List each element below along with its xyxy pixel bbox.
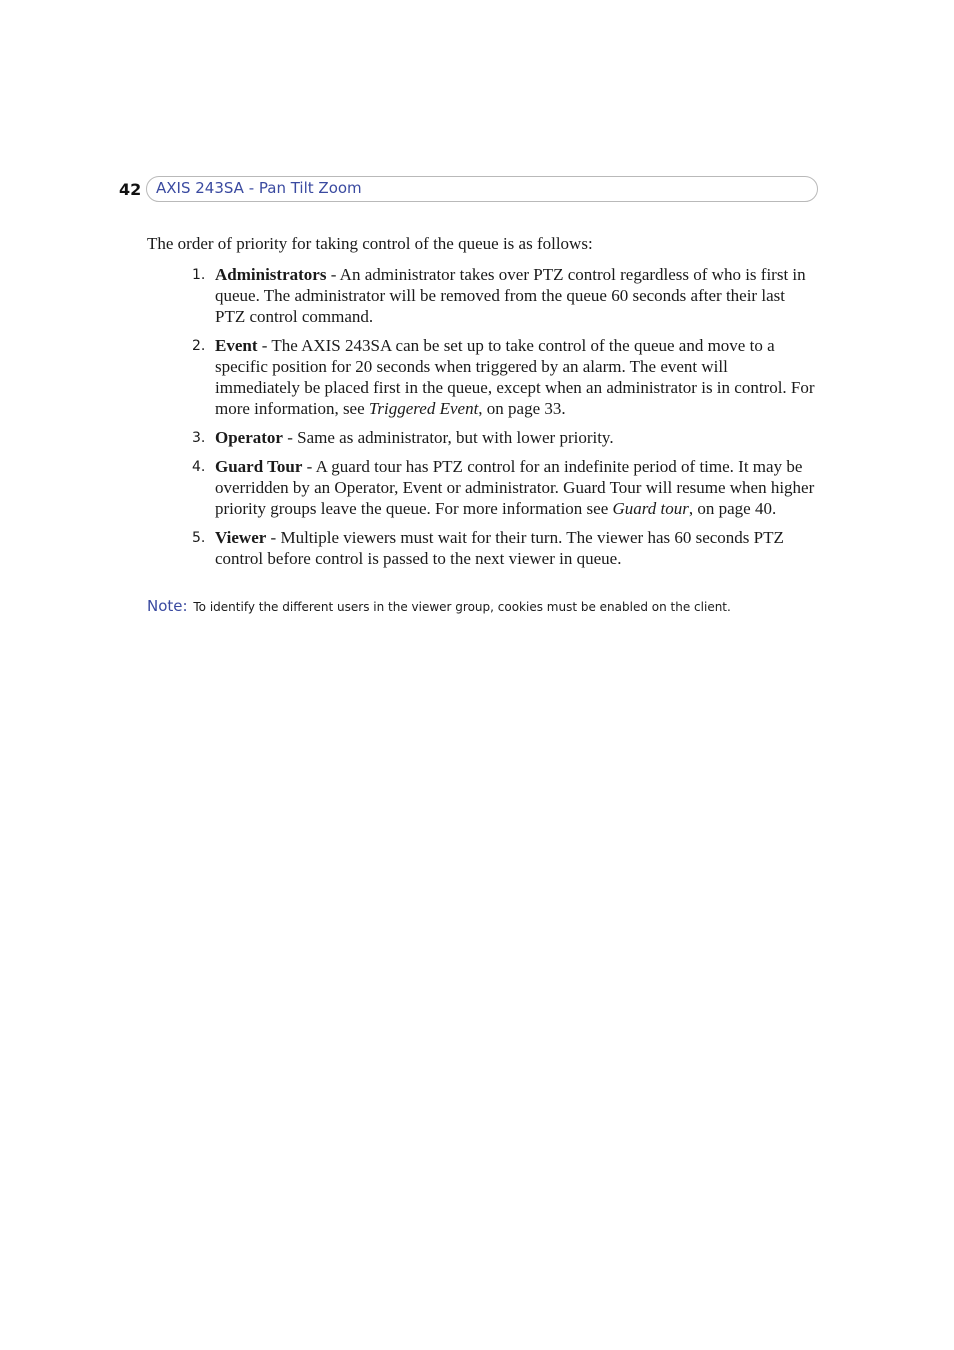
list-item-operator <box>0 427 815 448</box>
list-term: Operator <box>215 428 283 447</box>
page-number: 42 <box>119 180 142 199</box>
list-text-after: , on page 33. <box>478 399 566 418</box>
note-text: To identify the different users in the viewer group, cookies must be enabled on the client. <box>193 600 731 614</box>
list-term: Administrators <box>215 265 327 284</box>
intro-paragraph: The order of priority for taking control of the queue is as follows: <box>147 234 593 253</box>
note <box>147 596 847 617</box>
list-text: - Same as administrator, but with lower priority. <box>282 428 614 447</box>
list-text-after: , on page 40. <box>688 499 777 518</box>
list-number: 2. <box>192 338 206 354</box>
list-text: - A guard tour has PTZ control for an indefinite period of time. It may be overridden by an Operator, Event or administrator. Guard Tour will resume when higher priority groups leave the queue. For more information see <box>215 457 815 518</box>
list-text: - The AXIS 243SA can be set up to take control of the queue and move to a specific position for 20 seconds when triggered by an alarm. The event will immediately be placed first in the queue, except when an administrator is in control. For more information, see <box>215 336 815 418</box>
list-number: 4. <box>192 459 206 475</box>
list-item-viewer <box>0 527 815 569</box>
cross-reference-link[interactable]: Guard tour <box>612 499 689 518</box>
list-number: 3. <box>192 430 206 446</box>
list-term: Event <box>215 336 258 355</box>
note-label: Note: <box>147 597 188 615</box>
list-number: 5. <box>192 530 206 546</box>
list-item-administrators <box>0 264 815 327</box>
list-item-guard-tour <box>0 456 815 519</box>
cross-reference-link[interactable]: Triggered Event <box>368 399 479 418</box>
list-term: Viewer <box>215 528 267 547</box>
list-term: Guard Tour <box>215 457 303 476</box>
list-text: - An administrator takes over PTZ control regardless of who is first in queue. The administrator will be removed from the queue 60 seconds after their last PTZ control command. <box>215 265 806 326</box>
list-text: - Multiple viewers must wait for their turn. The viewer has 60 seconds PTZ control before control is passed to the next viewer in queue. <box>215 528 784 568</box>
document-title: AXIS 243SA - Pan Tilt Zoom <box>156 179 362 197</box>
priority-list <box>0 264 954 577</box>
list-number: 1. <box>192 267 206 283</box>
list-item-event <box>0 335 815 419</box>
